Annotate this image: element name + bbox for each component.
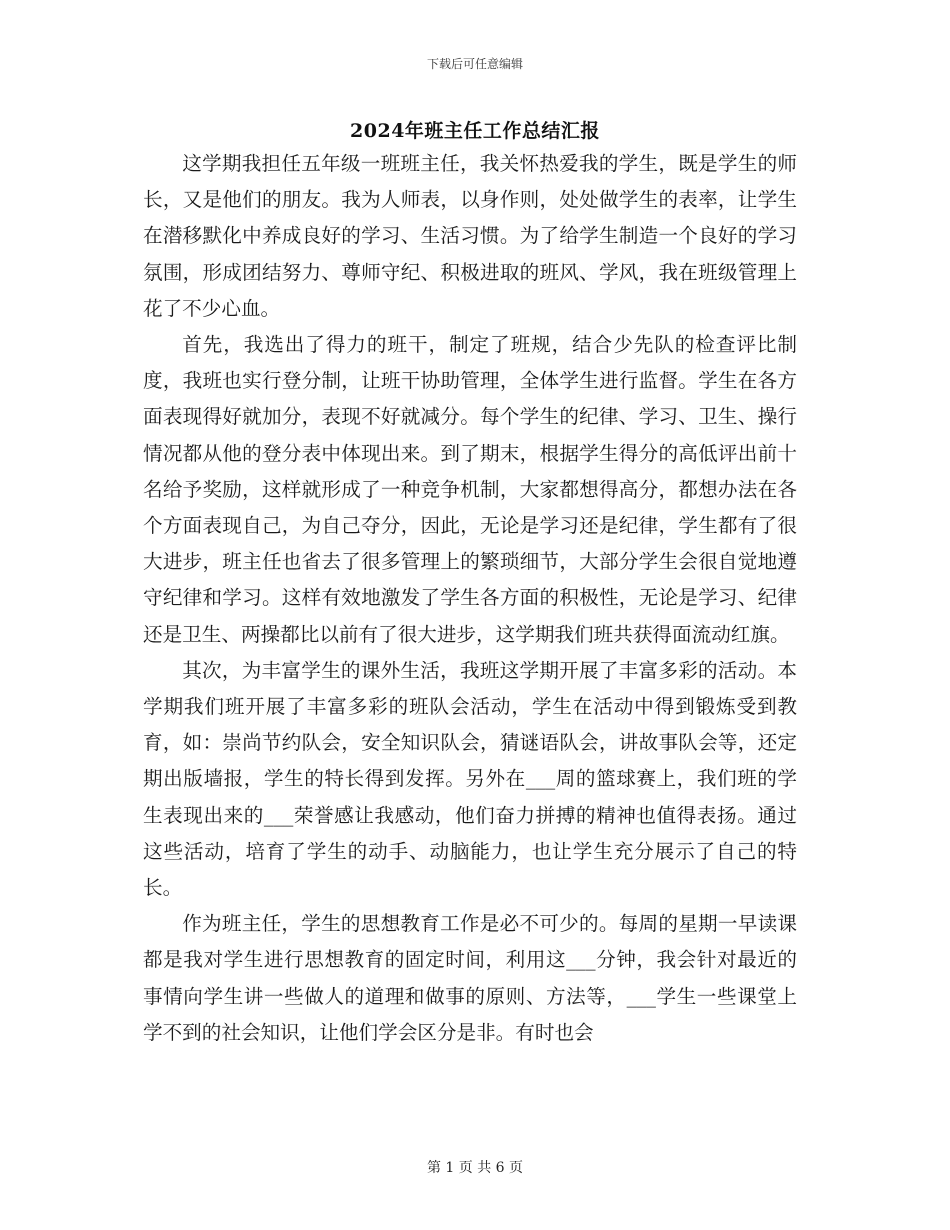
page-number-footer: 第 1 页 共 6 页 [426, 1160, 524, 1176]
paragraph-1: 这学期我担任五年级一班班主任，我关怀热爱我的学生，既是学生的师长，又是他们的朋友。我为人师表，以身作则，处处做学生的表率，让学生在潜移默化中养成良好的学习、生活习惯。为了给学生制造一个良好的学习氛围，形成团结努力、尊师守纪、积极进取的班风、学风，我在班级管理上花了不少心血。 [143, 152, 797, 320]
document-body [143, 146, 797, 1051]
paragraph-2: 首先，我选出了得力的班干，制定了班规，结合少先队的检查评比制度，我班也实行登分制，让班干协助管理，全体学生进行监督。学生在各方面表现得好就加分，表现不好就减分。每个学生的纪律、学习、卫生、操行情况都从他的登分表中体现出来。到了期末，根据学生得分的高低评出前十名给予奖励，这样就形成了一种竞争机制，大家都想得高分，都想办法在各个方面表现自己，为自己夺分，因此，无论是学习还是纪律，学生都有了很大进步，班主任也省去了很多管理上的繁琐细节，大部分学生会很自觉地遵守纪律和学习。这样有效地激发了学生各方面的积极性，无论是学习、纪律还是卫生、两操都比以前有了很大进步，这学期我们班共获得面流动红旗。 [143, 333, 797, 646]
document-title: 2024年班主任工作总结汇报 [350, 120, 600, 142]
paragraph-3: 其次，为丰富学生的课外生活，我班这学期开展了丰富多彩的活动。本学期我们班开展了丰富多彩的班队会活动，学生在活动中得到锻炼受到教育，如：崇尚节约队会，安全知识队会，猜谜语队会，讲故事队会等，还定期出版墙报，学生的特长得到发挥。另外在___周的篮球赛上，我们班的学生表现出来的___荣誉感让我感动，他们奋力拼搏的精神也值得表扬。通过这些活动，培育了学生的动手、动脑能力，也让学生充分展示了自己的特长。 [143, 658, 797, 900]
paragraph-4: 作为班主任，学生的思想教育工作是必不可少的。每周的星期一早读课都是我对学生进行思想教育的固定时间，利用这___分钟，我会针对最近的事情向学生讲一些做人的道理和做事的原则、方法等，___学生一些课堂上学不到的社会知识，让他们学会区分是非。有时也会 [143, 912, 797, 1044]
header-note: 下载后可任意编辑 [426, 57, 523, 71]
